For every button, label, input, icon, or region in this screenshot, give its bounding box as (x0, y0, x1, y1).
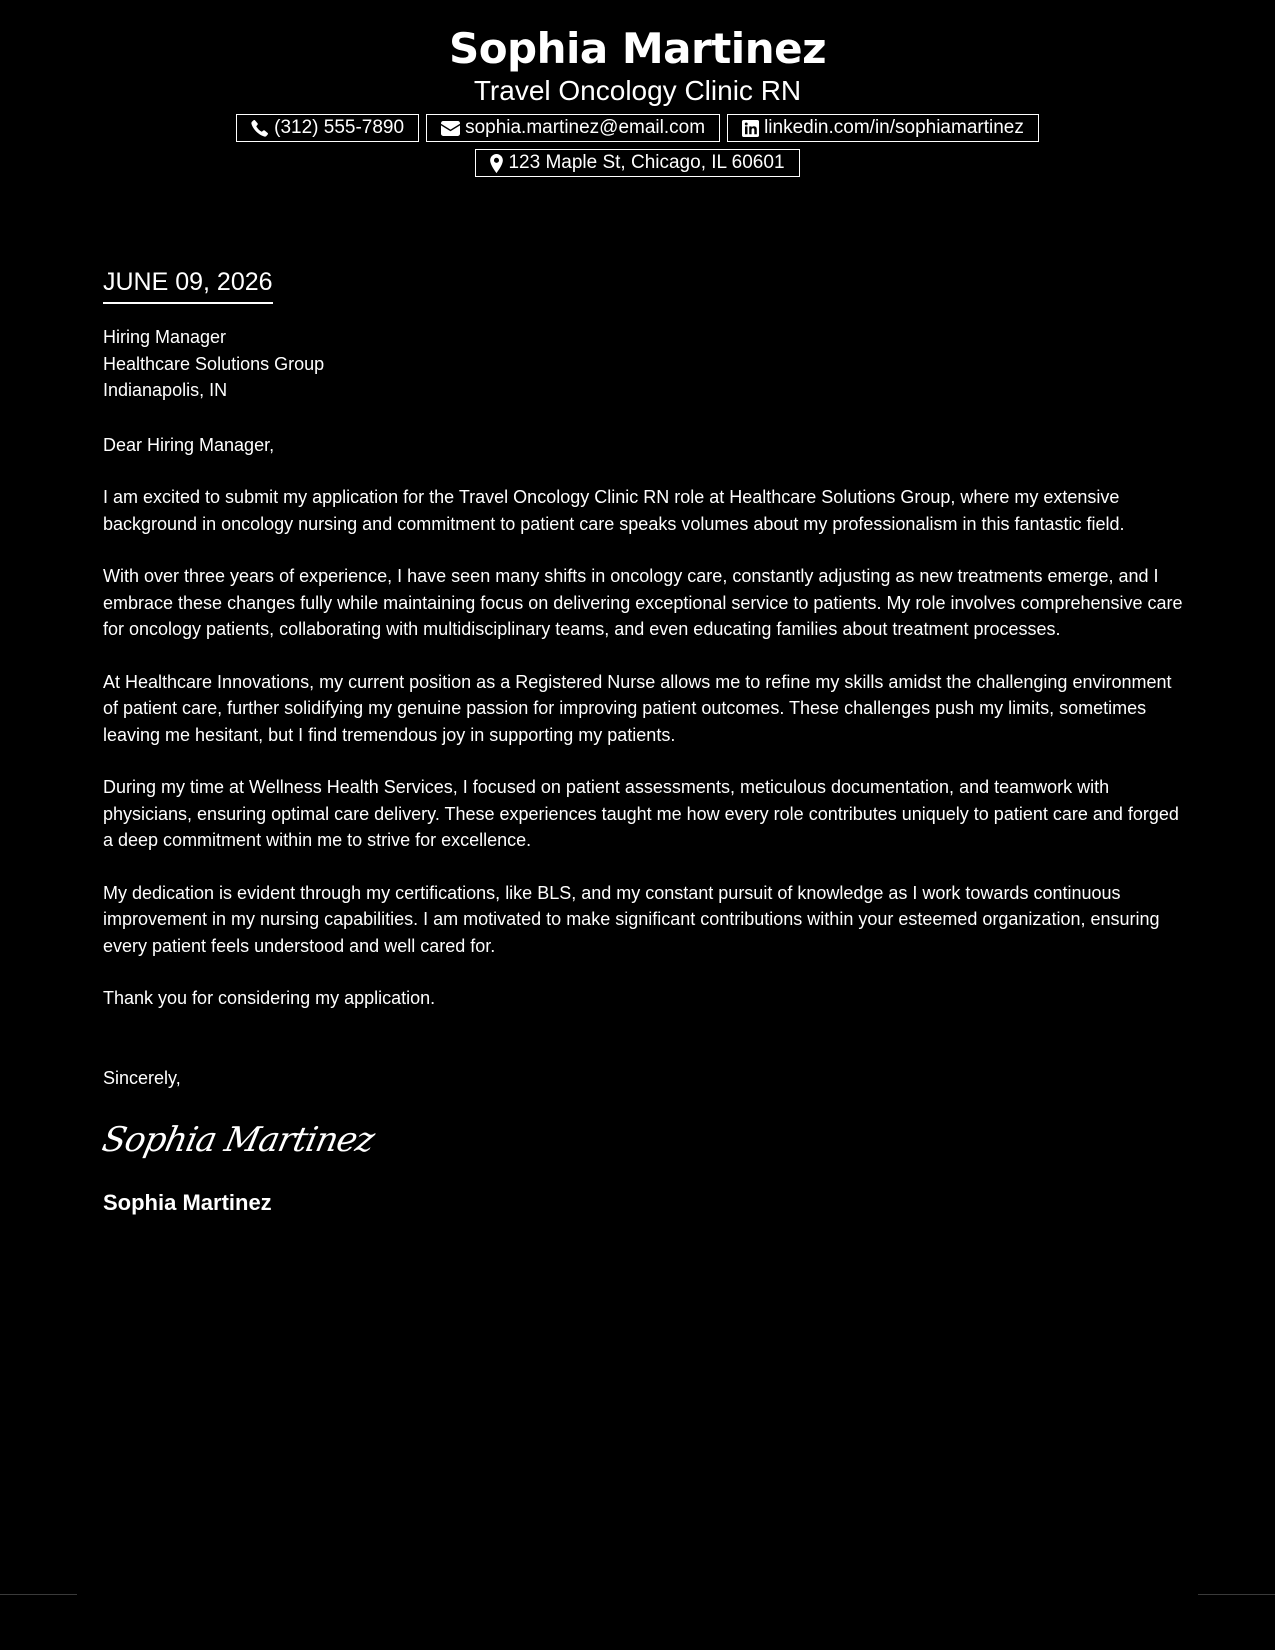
applicant-name: Sophia Martinez (448, 24, 827, 73)
email-contact[interactable] (426, 114, 720, 142)
closing: Sincerely, (103, 1067, 181, 1088)
phone-icon (251, 119, 269, 137)
paragraph: My dedication is evident through my certifications, like BLS, and my constant pursuit of knowledge as I work towards continuous improvement in my nursing capabilities. I am motivated to make significant contributions within your esteemed organization, ensuring every patient feels understood and well cared for. (103, 882, 1160, 956)
paragraph: I am excited to submit my application for the Travel Oncology Clinic RN role at Healthcare Solutions Group, where my extensive background in oncology nursing and commitment to patient care speaks volumes about my professionalism in this fantastic field. (103, 487, 1125, 534)
handwritten-signature: Sophia Martinez (98, 1120, 378, 1160)
recipient-block (103, 324, 1183, 404)
recipient-company: Healthcare Solutions Group (103, 353, 325, 374)
paragraph: With over three years of experience, I have seen many shifts in oncology care, constantly adjusting as new treatments emerge, and I embrace these changes fully while maintaining focus on delivering exceptional service to patients. My role involves comprehensive care for oncology patients, collaborating with multidisciplinary teams, and even educating families about treatment processes. (103, 566, 1183, 639)
address-text: 123 Maple St, Chicago, IL 60601 (508, 152, 785, 173)
contact-row-address (0, 149, 1275, 177)
paragraph: During my time at Wellness Health Services, I focused on patient assessments, meticulous documentation, and teamwork with physicians, ensuring optimal care delivery. These experiences taught me how every role contributes uniquely to patient care and forged a deep commitment within me to strive for excellence. (103, 777, 1179, 850)
email-text: sophia.martinez@email.com (465, 117, 706, 138)
linkedin-contact[interactable] (727, 114, 1039, 142)
footer-rule-right (1198, 1594, 1275, 1595)
phone-contact[interactable] (236, 114, 419, 142)
letter-date: JUNE 09, 2026 (103, 266, 273, 304)
letter-body (98, 266, 1183, 1217)
applicant-title: Travel Oncology Clinic RN (473, 75, 802, 106)
recipient-name: Hiring Manager (103, 327, 227, 347)
linkedin-text: linkedin.com/in/sophiamartinez (764, 117, 1024, 138)
phone-text: (312) 555-7890 (274, 117, 405, 138)
map-marker-icon (490, 154, 503, 173)
linkedin-icon (742, 120, 759, 137)
signer-name: Sophia Martinez (103, 1190, 272, 1215)
letter-header (0, 24, 1275, 177)
contact-row (0, 114, 1275, 142)
paragraph: At Healthcare Innovations, my current position as a Registered Nurse allows me to refine my skills amidst the challenging environment of patient care, further solidifying my genuine passion for improving patient outcomes. These challenges push my limits, sometimes leaving me hesitant, but I find tremendous joy in supporting my patients. (103, 671, 1172, 745)
footer-rule-left (0, 1594, 77, 1595)
address-contact[interactable] (475, 149, 799, 177)
recipient-location: Indianapolis, IN (103, 380, 228, 400)
salutation: Dear Hiring Manager, (103, 434, 275, 455)
paragraph-thanks: Thank you for considering my application. (103, 988, 436, 1008)
envelope-icon (441, 121, 460, 136)
